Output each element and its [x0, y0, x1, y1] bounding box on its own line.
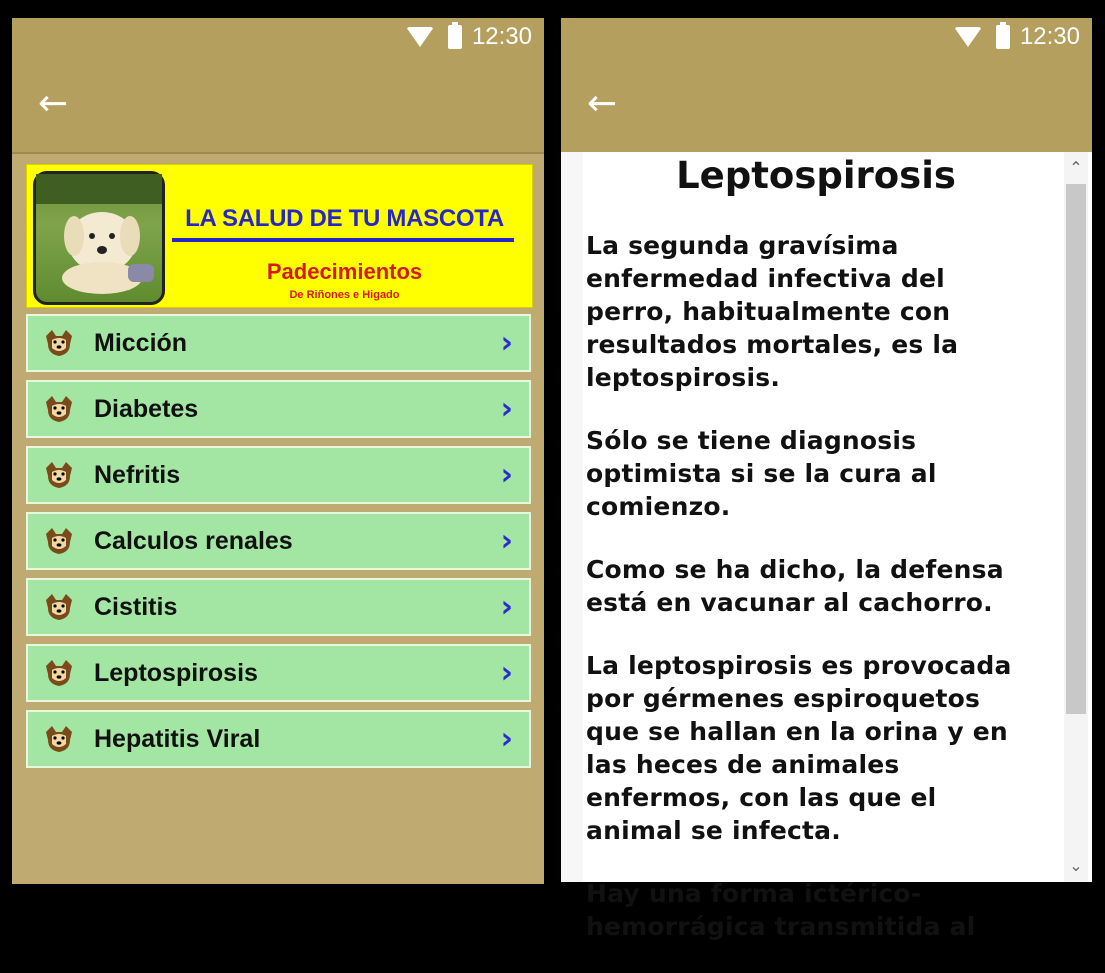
chevron-right-icon: › — [500, 325, 513, 361]
menu-item-label: Leptospirosis — [94, 658, 258, 687]
dog-icon — [42, 328, 76, 358]
puppy-illustration — [36, 174, 162, 302]
content-gutter — [561, 152, 583, 882]
scroll-thumb[interactable] — [1066, 184, 1086, 714]
dog-icon — [42, 394, 76, 424]
dog-icon — [42, 592, 76, 622]
back-arrow-icon[interactable]: ← — [587, 83, 618, 124]
vertical-scrollbar[interactable] — [1064, 152, 1088, 882]
left-screen — [0, 0, 553, 900]
article-paragraph: Como se ha dicho, la defensa está en vacunar al cachorro. — [586, 555, 1004, 617]
menu-item-hepatitis-viral[interactable] — [26, 710, 531, 768]
chevron-right-icon: › — [500, 523, 513, 559]
article-paragraph: La segunda gravísima enfermedad infectiva del perro, habitualmente con resultados mortales, es la leptospirosis. — [586, 231, 959, 392]
article-body — [586, 152, 1034, 973]
header-banner — [26, 164, 533, 308]
menu-item-label: Cistitis — [94, 592, 178, 621]
status-time: 12:30 — [1019, 23, 1080, 50]
chevron-right-icon: › — [500, 721, 513, 757]
app-bar — [561, 56, 1092, 152]
menu-item-label: Hepatitis Viral — [94, 724, 261, 753]
menu-item-label: Calculos renales — [94, 526, 293, 555]
main-content — [12, 152, 544, 884]
right-screen — [553, 0, 1105, 941]
banner-subtitle: Padecimientos — [266, 259, 423, 284]
dog-icon — [42, 460, 76, 490]
menu-item-miccion[interactable] — [26, 314, 531, 372]
banner-caption: De Riñones e Higado — [289, 289, 400, 301]
menu-item-label: Micción — [94, 328, 188, 357]
chevron-right-icon: › — [500, 457, 513, 493]
status-time: 12:30 — [471, 23, 532, 50]
banner-underline — [172, 238, 514, 242]
article-view — [561, 152, 1092, 941]
battery-icon — [448, 25, 462, 49]
menu-item-label: Nefritis — [94, 460, 181, 489]
dog-icon — [42, 526, 76, 556]
puppy-photo — [33, 171, 165, 305]
article-title: Leptospirosis — [676, 154, 956, 197]
battery-icon — [996, 25, 1010, 49]
back-arrow-icon[interactable]: ← — [38, 83, 69, 124]
menu-item-cistitis[interactable] — [26, 578, 531, 636]
chevron-right-icon: › — [500, 391, 513, 427]
article-paragraph: Sólo se tiene diagnosis optimista si se la cura al comienzo. — [586, 426, 937, 521]
dog-icon — [42, 658, 76, 688]
menu-item-diabetes[interactable] — [26, 380, 531, 438]
article-paragraph: La leptospirosis es provocada por gérmenes espiroquetos que se hallan en la orina y en las heces de animales enfermos, con las que el animal se infecta. — [586, 651, 1012, 845]
chevron-right-icon: › — [500, 589, 513, 625]
menu-item-calculos-renales[interactable] — [26, 512, 531, 570]
topic-menu — [26, 314, 531, 776]
app-bar — [12, 56, 544, 152]
article-paragraph: Hay una forma ictérico-hemorrágica transmitida al — [586, 879, 976, 941]
scroll-up-icon[interactable]: ⌃ — [1069, 158, 1083, 177]
banner-title: LA SALUD DE TU MASCOTA — [185, 205, 504, 232]
scroll-down-icon[interactable]: ⌄ — [1069, 856, 1083, 875]
menu-item-leptospirosis[interactable] — [26, 644, 531, 702]
chevron-right-icon: › — [500, 655, 513, 691]
menu-item-nefritis[interactable] — [26, 446, 531, 504]
wifi-icon — [954, 27, 982, 47]
menu-item-label: Diabetes — [94, 394, 199, 423]
wifi-icon — [406, 27, 434, 47]
status-bar — [561, 18, 1092, 56]
dog-icon — [42, 724, 76, 754]
status-bar — [12, 18, 544, 56]
